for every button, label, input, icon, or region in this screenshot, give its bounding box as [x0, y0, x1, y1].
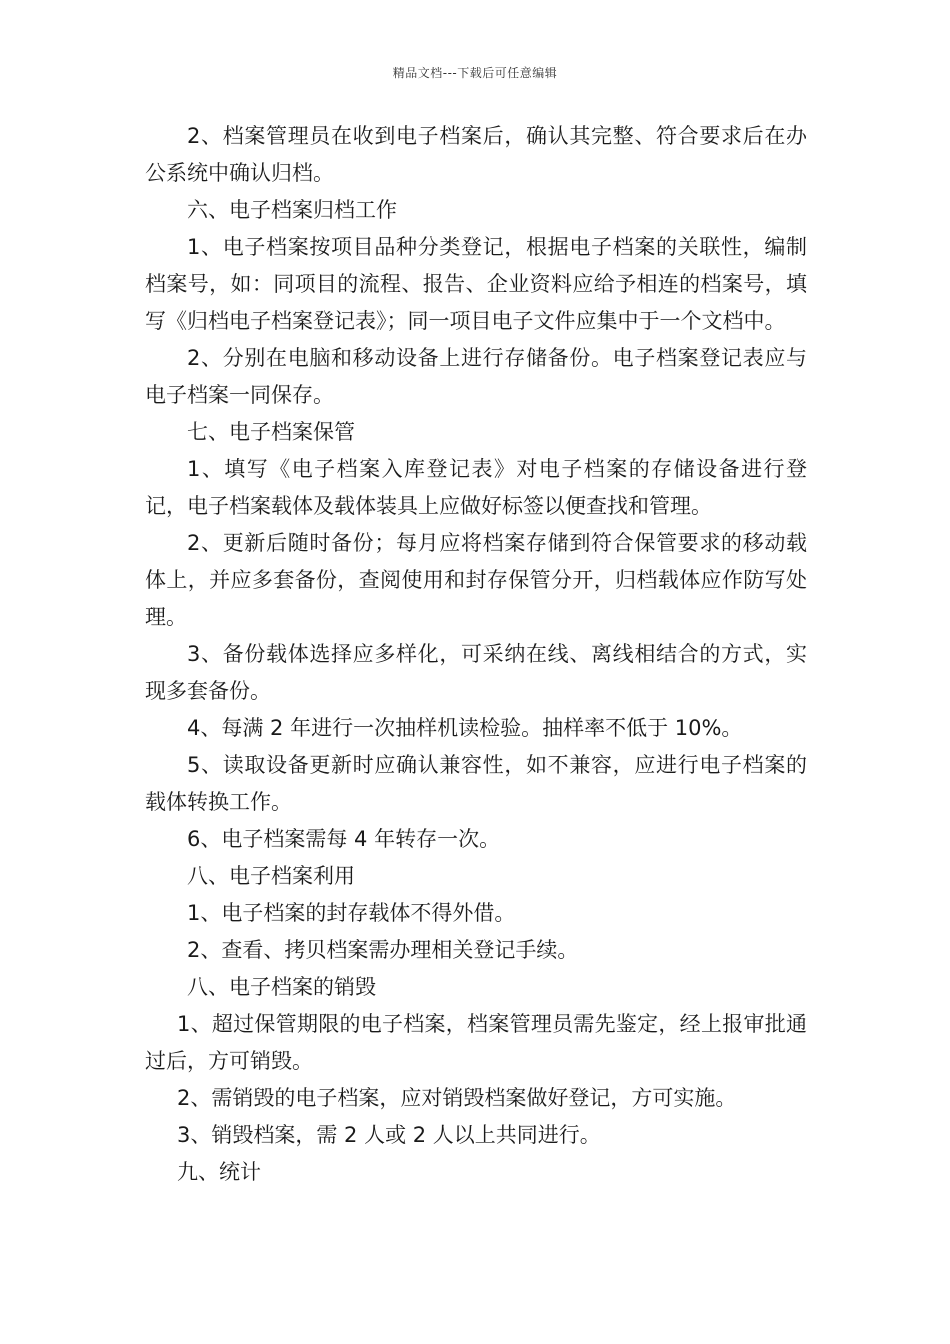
section-heading: 九、统计: [177, 1160, 261, 1184]
paragraph: 2、档案管理员在收到电子档案后，确认其完整、符合要求后在办公系统中确认归档。: [145, 124, 807, 185]
paragraph: 1、电子档案的封存载体不得外借。: [187, 901, 516, 925]
section-heading: 八、电子档案利用: [187, 864, 355, 888]
paragraph: 2、分别在电脑和移动设备上进行存储备份。电子档案登记表应与电子档案一同保存。: [145, 346, 807, 407]
section-heading: 八、电子档案的销毁: [187, 975, 376, 999]
document-body: [145, 118, 807, 1191]
paragraph: 3、备份载体选择应多样化，可采纳在线、离线相结合的方式，实现多套备份。: [145, 642, 807, 703]
section-heading: 六、电子档案归档工作: [187, 198, 397, 222]
paragraph: 2、需销毁的电子档案，应对销毁档案做好登记，方可实施。: [177, 1086, 737, 1110]
paragraph: 5、读取设备更新时应确认兼容性，如不兼容，应进行电子档案的载体转换工作。: [145, 753, 807, 814]
paragraph: 1、填写《电子档案入库登记表》对电子档案的存储设备进行登记，电子档案载体及载体装具上应做好标签以便查找和管理。: [145, 457, 807, 518]
paragraph: 4、每满 2 年进行一次抽样机读检验。抽样率不低于 10%。: [187, 716, 743, 740]
section-heading: 七、电子档案保管: [187, 420, 355, 444]
paragraph: 6、电子档案需每 4 年转存一次。: [187, 827, 501, 851]
page-header: 精品文档---下载后可任意编辑: [392, 66, 558, 80]
paragraph: 2、查看、拷贝档案需办理相关登记手续。: [187, 938, 579, 962]
paragraph: 2、更新后随时备份；每月应将档案存储到符合保管要求的移动载体上，并应多套备份，查阅使用和封存保管分开，归档载体应作防写处理。: [145, 531, 807, 629]
paragraph: 3、销毁档案，需 2 人或 2 人以上共同进行。: [177, 1123, 601, 1147]
paragraph: 1、电子档案按项目品种分类登记，根据电子档案的关联性，编制档案号，如：同项目的流程、报告、企业资料应给予相连的档案号，填写《归档电子档案登记表》；同一项目电子文件应集中于一个文档中。: [145, 235, 807, 333]
paragraph: 1、超过保管期限的电子档案，档案管理员需先鉴定，经上报审批通过后，方可销毁。: [145, 1012, 807, 1073]
